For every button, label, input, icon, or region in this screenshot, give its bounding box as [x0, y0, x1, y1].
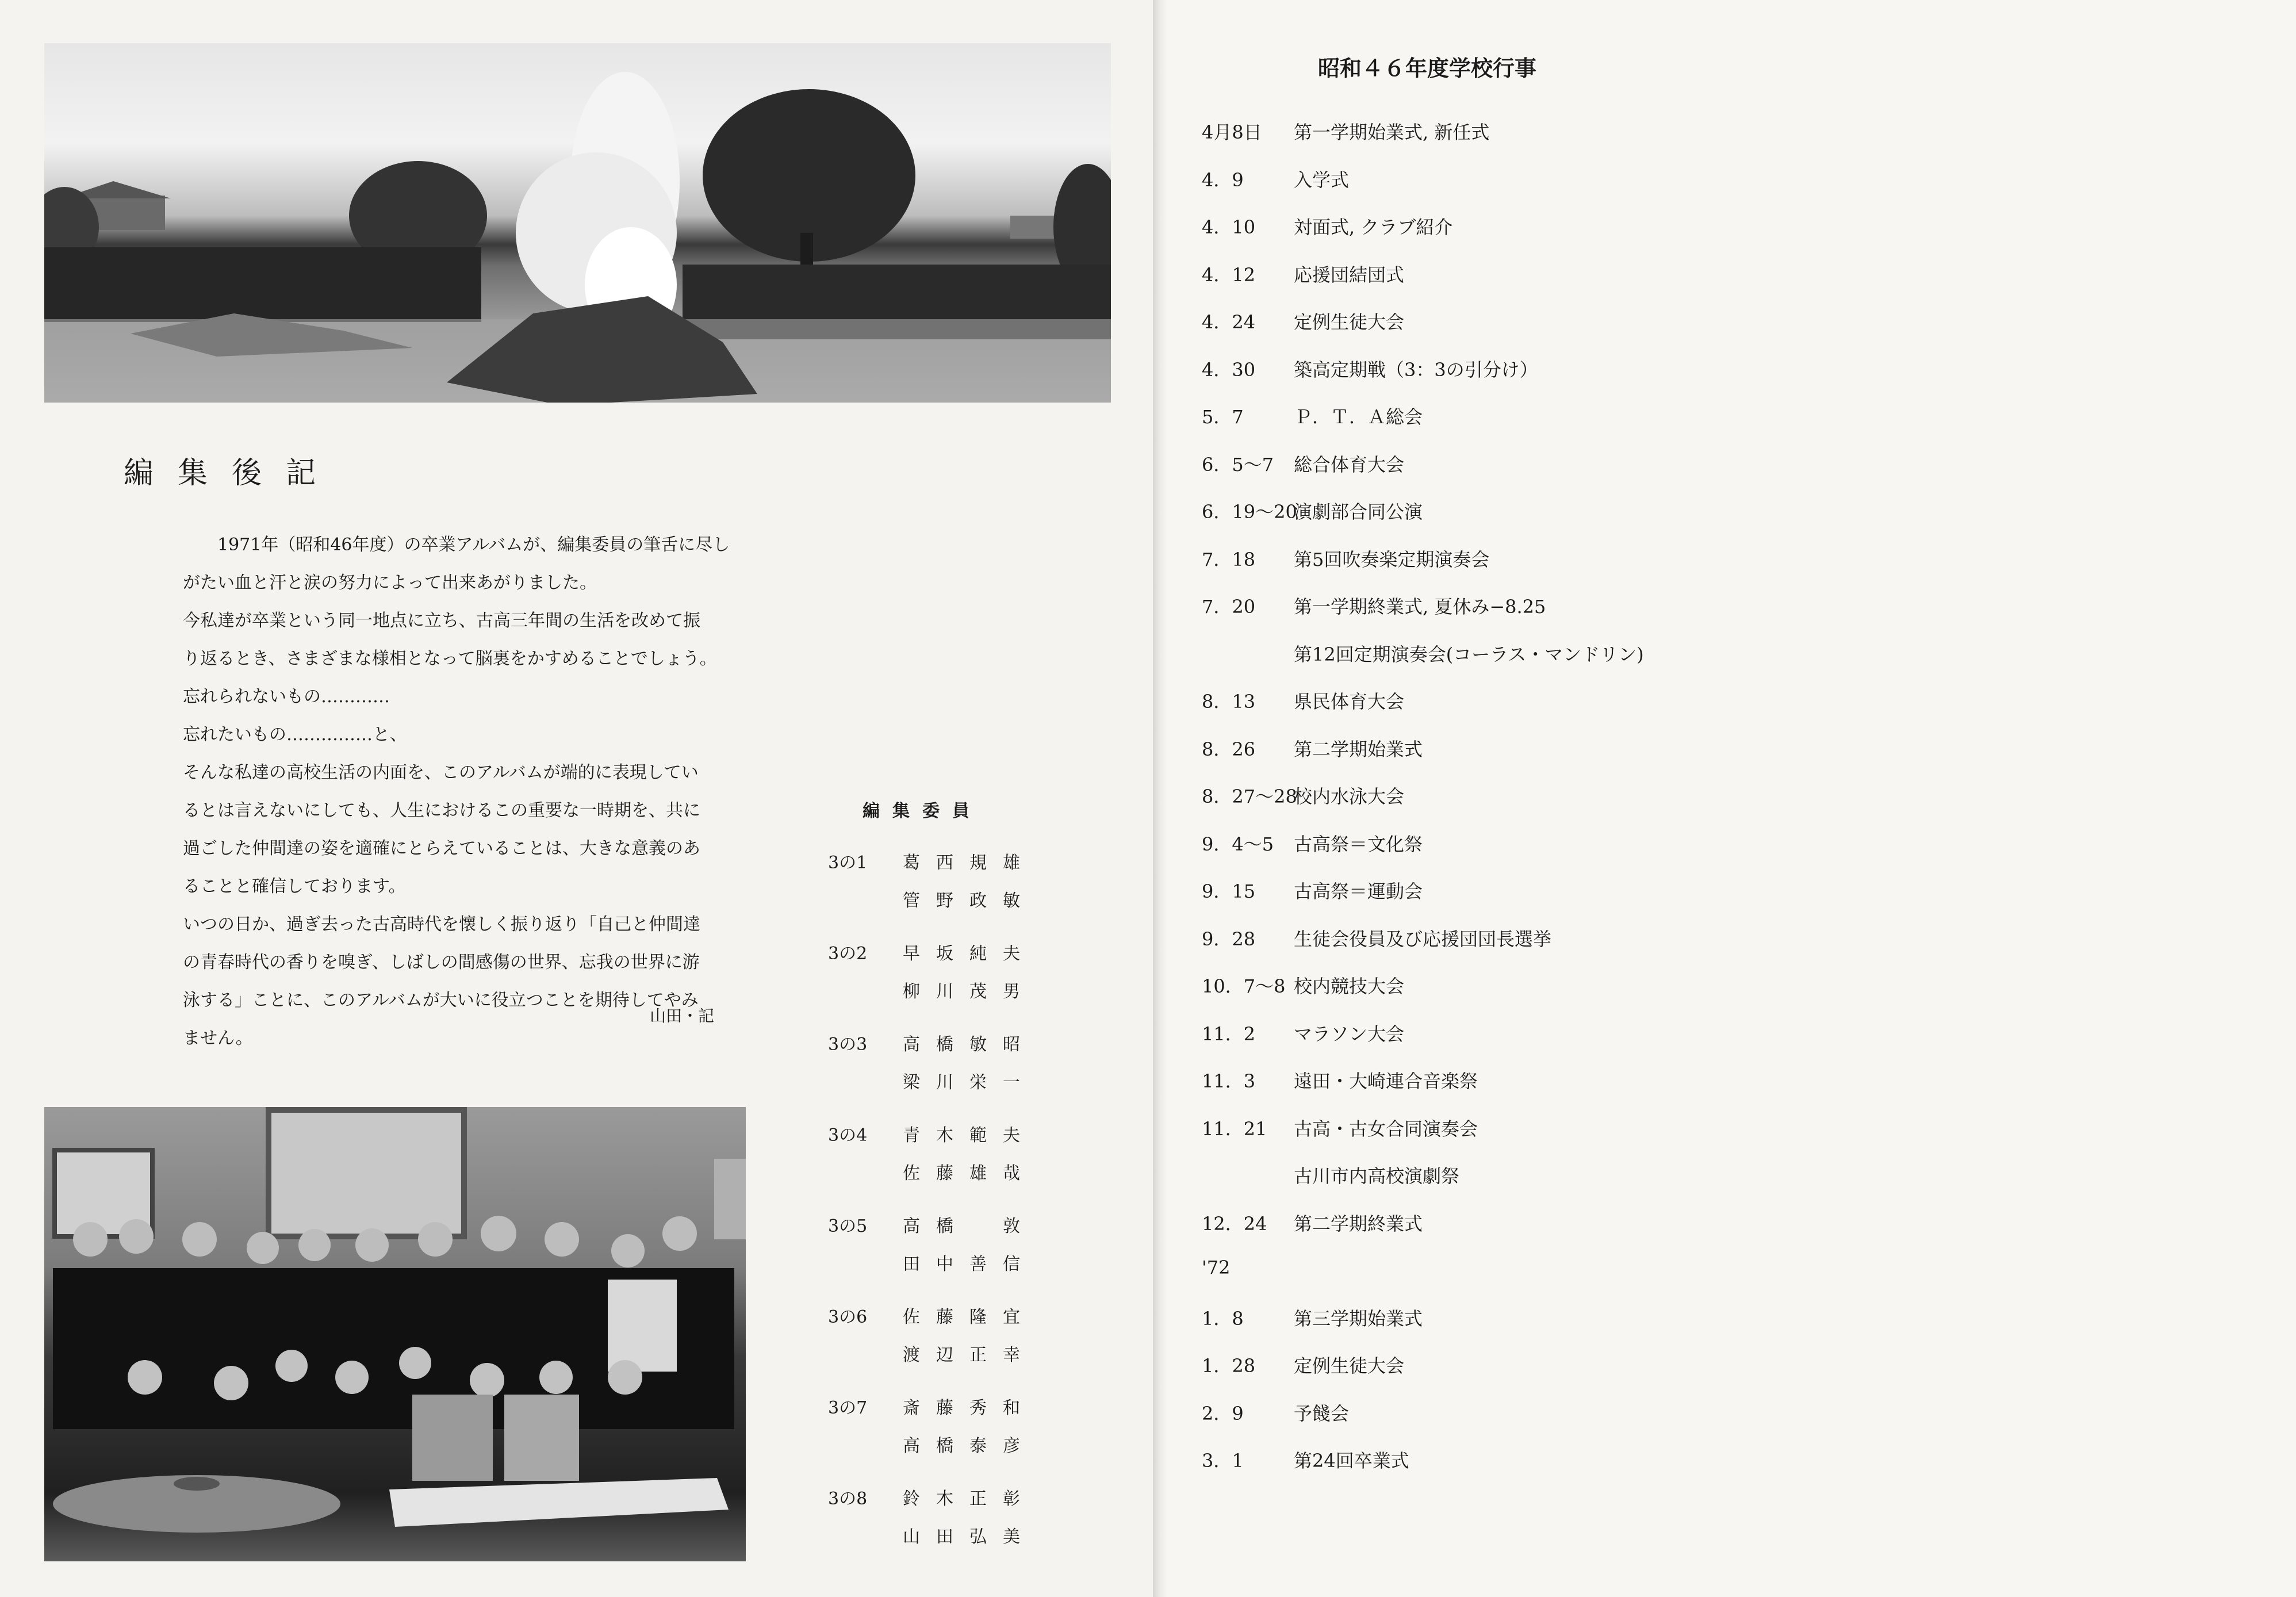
schedule-date: 7．20: [1202, 596, 1256, 618]
schedule-event: 県民体育大会: [1294, 691, 1405, 713]
afterword-line: そんな私達の高校生活の内面を、このアルバムが端的に表現してい: [183, 763, 699, 783]
committee-member: 佐藤隆宜: [903, 1307, 1036, 1327]
schedule-date: 8．13: [1202, 691, 1256, 713]
schedule-event: 演劇部合同公演: [1294, 501, 1423, 523]
schedule-date: '72: [1202, 1257, 1231, 1278]
schedule-event: 応援団結団式: [1294, 263, 1405, 286]
schedule-event: 第12回定期演奏会(コーラス・マンドリン): [1294, 643, 1644, 665]
committee-group: [828, 1030, 1035, 1121]
committee-group: [828, 1121, 1035, 1212]
schedule-date: 4．12: [1202, 263, 1256, 286]
schedule-event: 予餞会: [1294, 1402, 1350, 1424]
schedule-event: 古高・古女合同演奏会: [1294, 1117, 1478, 1140]
schedule-title: 昭和４６年度学校行事: [1318, 56, 1537, 81]
schedule-date: 9．28: [1202, 928, 1256, 950]
committee-class: 3の5: [828, 1216, 868, 1236]
committee-class: 3の4: [828, 1125, 868, 1146]
schedule-event: 対面式, クラブ紹介: [1294, 216, 1453, 238]
schedule-event: 定例生徒大会: [1294, 1355, 1405, 1377]
schedule-event: マラソン大会: [1294, 1022, 1405, 1045]
committee-title: 編集委員: [863, 801, 982, 821]
schedule-date: 6．19～20: [1202, 501, 1297, 523]
schedule-date: 5．7: [1202, 406, 1244, 428]
committee-member: 山田弘美: [903, 1527, 1036, 1547]
afterword-line: いつの日か、過ぎ去った古高時代を懐しく振り返り「自己と仲間達: [183, 914, 700, 935]
afterword-line: ることと確信しております。: [183, 876, 406, 897]
schedule-event: Ｐ．Ｔ．Ａ総会: [1294, 406, 1423, 428]
schedule-date: 6．5～7: [1202, 453, 1274, 476]
schedule-date: 12．24: [1202, 1212, 1267, 1235]
afterword-title: 編集後記: [124, 456, 340, 491]
afterword-line: 今私達が卒業という同一地点に立ち、古高三年間の生活を改めて振: [183, 611, 700, 631]
committee-member: 佐藤雄哉: [903, 1163, 1036, 1184]
schedule-event: 第一学期終業式, 夏休み−8.25: [1294, 596, 1546, 618]
committee-member: 葛西規雄: [903, 853, 1036, 873]
committee-member: 柳川茂男: [903, 982, 1036, 1002]
schedule-date: 9．15: [1202, 880, 1256, 902]
committee-member: 青木範夫: [903, 1125, 1036, 1146]
schedule-event: 古高祭＝運動会: [1294, 880, 1423, 902]
afterword-line: 過ごした仲間達の姿を適確にとらえていることは、大きな意義のあ: [183, 838, 700, 859]
committee-member: 鈴木正彰: [903, 1489, 1036, 1509]
afterword-signature: 山田・記: [650, 1006, 715, 1025]
committee-class: 3の6: [828, 1307, 868, 1327]
schedule-event: 校内水泳大会: [1294, 786, 1405, 807]
schedule-date: 8．27～28: [1202, 786, 1297, 807]
schedule-date: 8．26: [1202, 738, 1256, 760]
committee-member: 高橋泰彦: [903, 1436, 1036, 1456]
schedule-date: 2．9: [1202, 1402, 1244, 1424]
group-photo-drawing: [44, 1107, 746, 1561]
schedule-event: 第24回卒業式: [1294, 1450, 1409, 1472]
committee-member: 梁川栄一: [903, 1073, 1036, 1093]
schedule-date: 4．30: [1202, 358, 1256, 381]
book-gutter: [1153, 0, 1167, 1597]
schedule-event: 総合体育大会: [1294, 453, 1405, 476]
afterword-line: 忘れたいもの……………と、: [183, 725, 407, 745]
afterword-line: 忘れられないもの…………: [183, 687, 390, 707]
committee-member: 渡辺正幸: [903, 1345, 1036, 1365]
schedule-date: 11．3: [1202, 1070, 1256, 1092]
schedule-date: 4．9: [1202, 168, 1244, 191]
schedule-event: 古高祭＝文化祭: [1294, 833, 1423, 855]
afterword-line: 泳する」ことに、このアルバムが大いに役立つことを期待してやみ: [183, 990, 699, 1010]
committee-member: 斎藤秀和: [903, 1398, 1036, 1418]
schedule-event: 定例生徒大会: [1294, 311, 1405, 333]
committee-group: [828, 1303, 1035, 1393]
schedule-event: 第二学期始業式: [1294, 738, 1423, 760]
bonfire-photo-drawing: [44, 43, 1111, 403]
afterword-body: [183, 526, 746, 1058]
schedule-date: 3．1: [1202, 1450, 1244, 1472]
schedule-event: 生徒会役員及び応援団団長選挙: [1294, 928, 1552, 950]
committee-group: [828, 848, 1035, 939]
schedule-date: 4．24: [1202, 311, 1256, 333]
afterword-line: るとは言えないにしても、人生におけるこの重要な一時期を、共に: [183, 801, 700, 821]
schedule-date: 1．28: [1202, 1355, 1256, 1377]
schedule-event: 入学式: [1294, 168, 1350, 191]
schedule-event: 第5回吹奏楽定期演奏会: [1294, 548, 1490, 570]
right-page: [1167, 0, 2296, 1597]
schedule-event: 第一学期始業式, 新任式: [1294, 121, 1490, 143]
afterword-line: の青春時代の香りを嗅ぎ、しばしの間感傷の世界、忘我の世界に游: [183, 952, 700, 972]
afterword-line: り返るとき、さまざまな様相となって脳裏をかすめることでしょう。: [183, 649, 717, 669]
committee-class: 3の3: [828, 1035, 868, 1055]
committee-class: 3の8: [828, 1489, 868, 1509]
committee-group: [828, 1212, 1035, 1303]
schedule-date: 1．8: [1202, 1307, 1244, 1330]
committee-group: [828, 1393, 1035, 1484]
schedule-event: 築高定期戦（3：3の引分け）: [1294, 358, 1538, 381]
schedule-event: 第三学期始業式: [1294, 1307, 1423, 1330]
committee-member: 高橋 敦: [903, 1216, 1036, 1236]
committee-list: [828, 848, 1035, 1575]
schedule-date: 7．18: [1202, 548, 1256, 570]
committee-class: 3の2: [828, 944, 868, 964]
schedule-date: 11．2: [1202, 1022, 1256, 1045]
committee-member: 早坂純夫: [903, 944, 1036, 964]
committee-group: [828, 1484, 1035, 1575]
schedule-date: 10．7～8: [1202, 975, 1286, 997]
committee-member: 管野政敏: [903, 891, 1036, 911]
committee-class: 3の1: [828, 853, 868, 873]
schedule-event: 遠田・大崎連合音楽祭: [1294, 1070, 1478, 1092]
committee-member: 田中善信: [903, 1254, 1036, 1274]
committee-class: 3の7: [828, 1398, 868, 1418]
afterword-line: 1971年（昭和46年度）の卒業アルバムが、編集委員の筆舌に尽し: [217, 535, 730, 555]
committee-member: 高橋敏昭: [903, 1035, 1036, 1055]
schedule-event: 校内競技大会: [1294, 975, 1405, 997]
schedule-event: 古川市内高校演劇祭: [1294, 1165, 1460, 1187]
schedule-date: 4．10: [1202, 216, 1256, 238]
group-photo: [44, 1107, 746, 1561]
bonfire-photo: [44, 43, 1111, 403]
schedule-date: 11．21: [1202, 1117, 1267, 1140]
schedule-date: 9．4～5: [1202, 833, 1274, 855]
schedule-event: 第二学期終業式: [1294, 1212, 1423, 1235]
committee-group: [828, 939, 1035, 1030]
schedule-date: 4月8日: [1202, 121, 1262, 143]
afterword-line: がたい血と汗と涙の努力によって出来あがりました。: [183, 573, 597, 593]
afterword-line: ません。: [183, 1028, 253, 1048]
